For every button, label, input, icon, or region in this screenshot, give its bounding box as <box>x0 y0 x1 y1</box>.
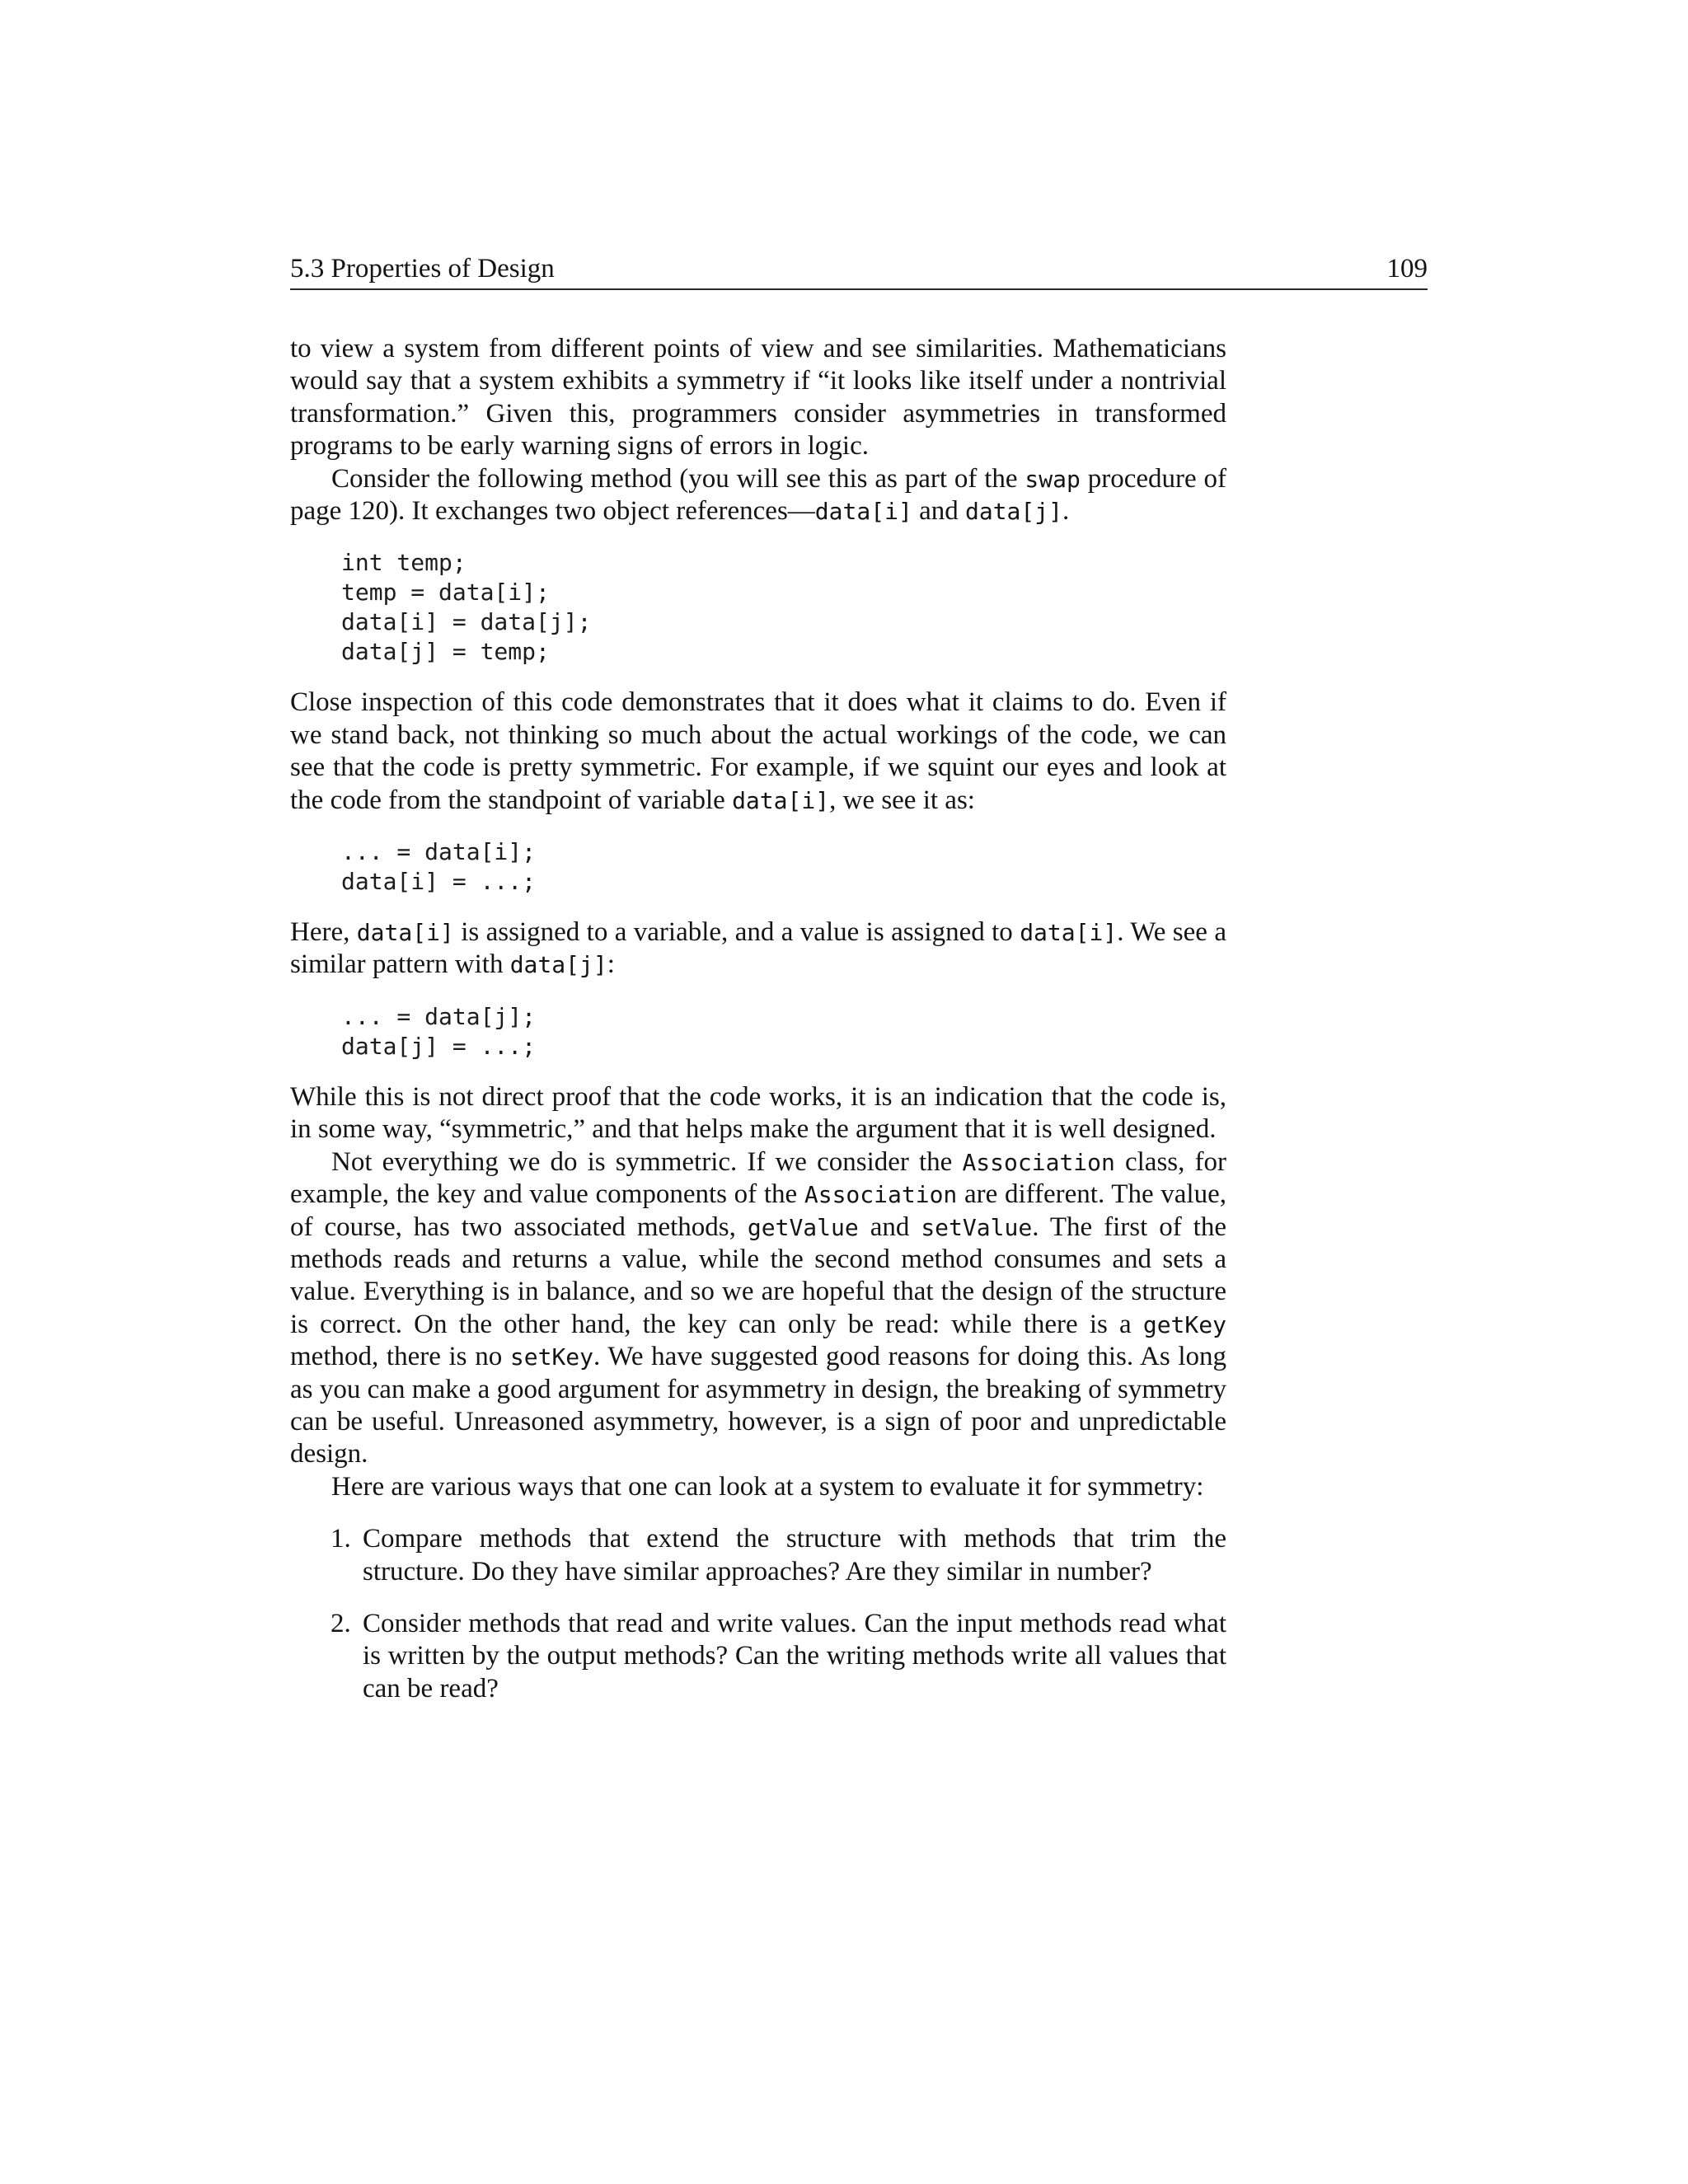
inline-code: data[j] <box>509 951 607 979</box>
code-block-data-i: ... = data[i]; data[i] = ...; <box>341 838 537 896</box>
inline-code: data[i] <box>814 498 912 526</box>
inline-code: data[i] <box>1020 919 1118 947</box>
paragraph-close-inspection: Close inspection of this code demonstrates that it does what it claims to do. Even if we stand back, not thinking so much about the actual workings of the code, we can see that the code is pretty symmetric. For example, if we squint our eyes and look at the code from the standpoint of variable data[i], we see it as: <box>290 687 1226 815</box>
symmetry-checklist <box>290 1523 1226 1705</box>
list-item: 2. Consider methods that read and write values. Can the input methods read what is written by the output methods? Can the writing methods write all values that can be read? <box>358 1608 1226 1705</box>
inline-code: Association <box>962 1148 1115 1176</box>
code-block-data-j: ... = data[j]; data[j] = ...; <box>341 1002 537 1060</box>
running-header <box>290 252 1428 290</box>
section-title: 5.3 Properties of Design <box>290 254 555 284</box>
paragraph-here: Here, data[i] is assigned to a variable, and a value is assigned to data[i]. We see a similar pattern with data[j]: <box>290 917 1226 980</box>
inline-code: data[i] <box>356 919 454 947</box>
inline-code: getKey <box>1142 1310 1226 1338</box>
inline-code: getValue <box>747 1213 859 1241</box>
inline-code: setValue <box>921 1213 1033 1241</box>
code-block-swap: int temp; temp = data[i]; data[i] = data[j]; data[j] = temp; <box>341 549 592 666</box>
paragraph-not-direct-proof: While this is not direct proof that the code works, it is an indication that the code is, in some way, “symmetric,” and that helps make the argument that it is well designed. <box>290 1081 1226 1145</box>
paragraph-association: Not everything we do is symmetric. If we consider the Association class, for example, the key and value components of the Association are different. The value, of course, has two associated methods, getValue and setValue. The first of the methods reads and returns a value, while the second method consumes and sets a value. Everything is in balance, and so we are hopeful that the design of the structure is correct. On the other hand, the key can only be read: while there is a getKey method, there is no setKey. We have suggested good reasons for doing this. As long as you can make a good argument for asymmetry in design, the breaking of symmetry can be useful. Unreasoned asymmetry, however, is a sign of poor and unpredictable design. <box>290 1146 1227 1469</box>
paragraph-symmetry-intro: to view a system from different points of view and see similarities. Mathematicians would say that a system exhibits a symmetry if “it looks like itself under a nontrivial transformation.” Given this, programmers consider asymmetries in transformed programs to be early warning signs of errors in logic. <box>290 334 1226 462</box>
inline-code: setKey <box>509 1343 594 1371</box>
inline-code: data[i] <box>732 786 830 814</box>
inline-code: Association <box>804 1181 958 1209</box>
inline-code: swap <box>1025 465 1081 493</box>
page-body <box>290 333 1226 1725</box>
inline-code: data[j] <box>964 498 1062 526</box>
paragraph-swap-method: Consider the following method (you will see this as part of the swap procedure of page 120). It exchanges two object references—data[i] and data[j]. <box>290 463 1226 527</box>
list-item: 1. Compare methods that extend the structure with methods that trim the structure. Do they have similar approaches? Are they similar in number? <box>358 1523 1226 1588</box>
page-number: 109 <box>1386 254 1428 284</box>
paragraph-ways-to-evaluate: Here are various ways that one can look at a system to evaluate it for symmetry: <box>331 1471 1204 1502</box>
